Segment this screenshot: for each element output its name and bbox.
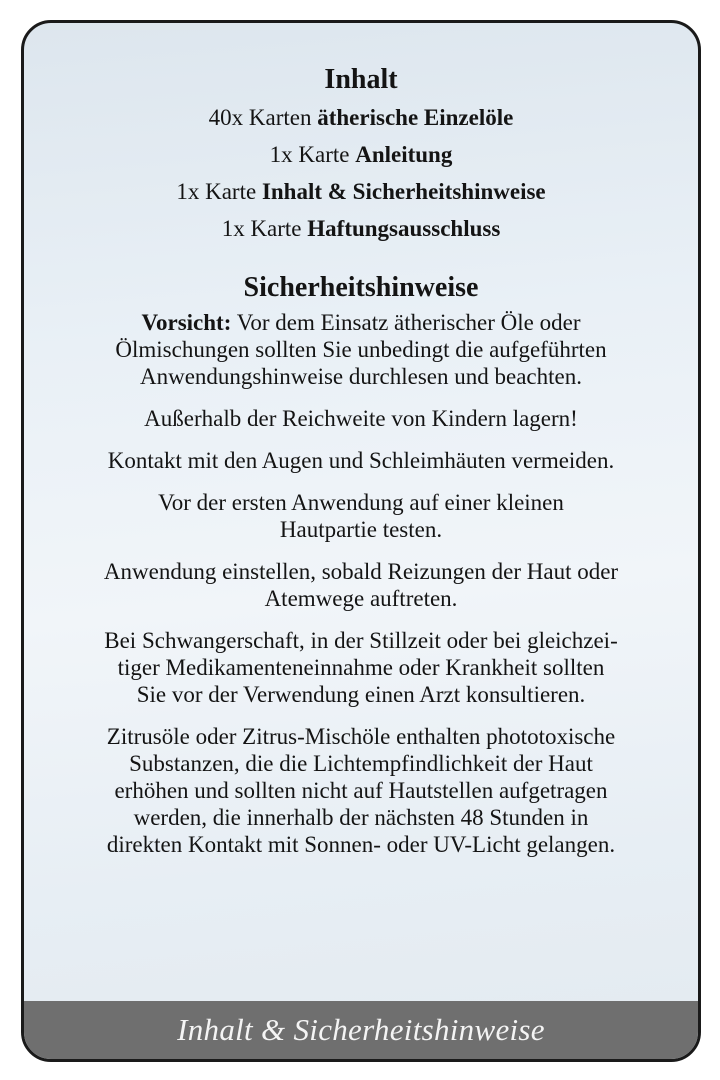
card-content [24,23,698,999]
skin-test-line-2: Hautpartie testen. [279,517,443,542]
irritation-line-2: Atemwege auftreten. [264,586,458,611]
contents-item-name: Haftungsausschluss [307,216,501,241]
contents-item [24,136,698,173]
irritation-note [41,558,681,612]
citrus-line-2: Substanzen, die die Lichtempfindlichkeit der Haut [129,751,593,776]
citrus-line-3: erhöhen und sollten nicht auf Hautstellen aufgetragen [114,778,608,803]
contents-item-name: ätherische Einzelöle [317,105,514,130]
skin-test-line-1: Vor der ersten Anwendung auf einer kleinen [158,490,564,515]
contents-item-name: Inhalt & Sicherheitshinweise [261,179,546,204]
contents-item-prefix: 1x Karte [221,216,308,241]
contents-item-prefix: 1x Karte [269,142,356,167]
warning-text-2: Ölmischungen sollten Sie unbedingt die aufgeführten [115,337,607,362]
footer-title: Inhalt & Sicherheitshinweise [177,1012,545,1047]
contents-item [24,173,698,210]
card-footer [24,1001,698,1059]
citrus-line-4: werden, die innerhalb der nächsten 48 Stunden in [133,805,589,830]
citrus-line-1: Zitrusöle oder Zitrus-Mischöle enthalten phototoxische [106,724,616,749]
info-card [21,20,701,1062]
warning-label: Vorsicht: [141,310,232,335]
safety-heading: Sicherheitshinweise [243,272,479,303]
contents-heading: Inhalt [324,64,398,95]
warning-paragraph [41,309,681,390]
irritation-line-1: Anwendung einstellen, sobald Reizungen der Haut oder [103,559,619,584]
contents-item-prefix: 1x Karte [176,179,262,204]
eye-contact-warning: Kontakt mit den Augen und Schleimhäuten vermeiden. [107,448,615,473]
skin-test-note [41,489,681,543]
citrus-oil-note [41,723,681,858]
contents-item [24,99,698,136]
pregnancy-line-2: tiger Medikamenteneinnahme oder Krankheit sollten [117,655,605,680]
warning-text-3: Anwendungshinweise durchlesen und beachten. [140,364,582,389]
pregnancy-line-1: Bei Schwangerschaft, in der Stillzeit oder bei gleichzei- [104,628,618,653]
pregnancy-line-3: Sie vor der Verwendung einen Arzt konsultieren. [136,682,586,707]
children-warning: Außerhalb der Reichweite von Kindern lagern! [144,406,578,431]
contents-item-name: Anleitung [355,142,453,167]
contents-item [24,210,698,247]
warning-text-1: Vor dem Einsatz ätherischer Öle oder [231,310,581,335]
contents-item-prefix: 40x Karten [208,105,318,130]
pregnancy-note [41,627,681,708]
citrus-line-5: direkten Kontakt mit Sonnen- oder UV-Licht gelangen. [106,832,616,857]
